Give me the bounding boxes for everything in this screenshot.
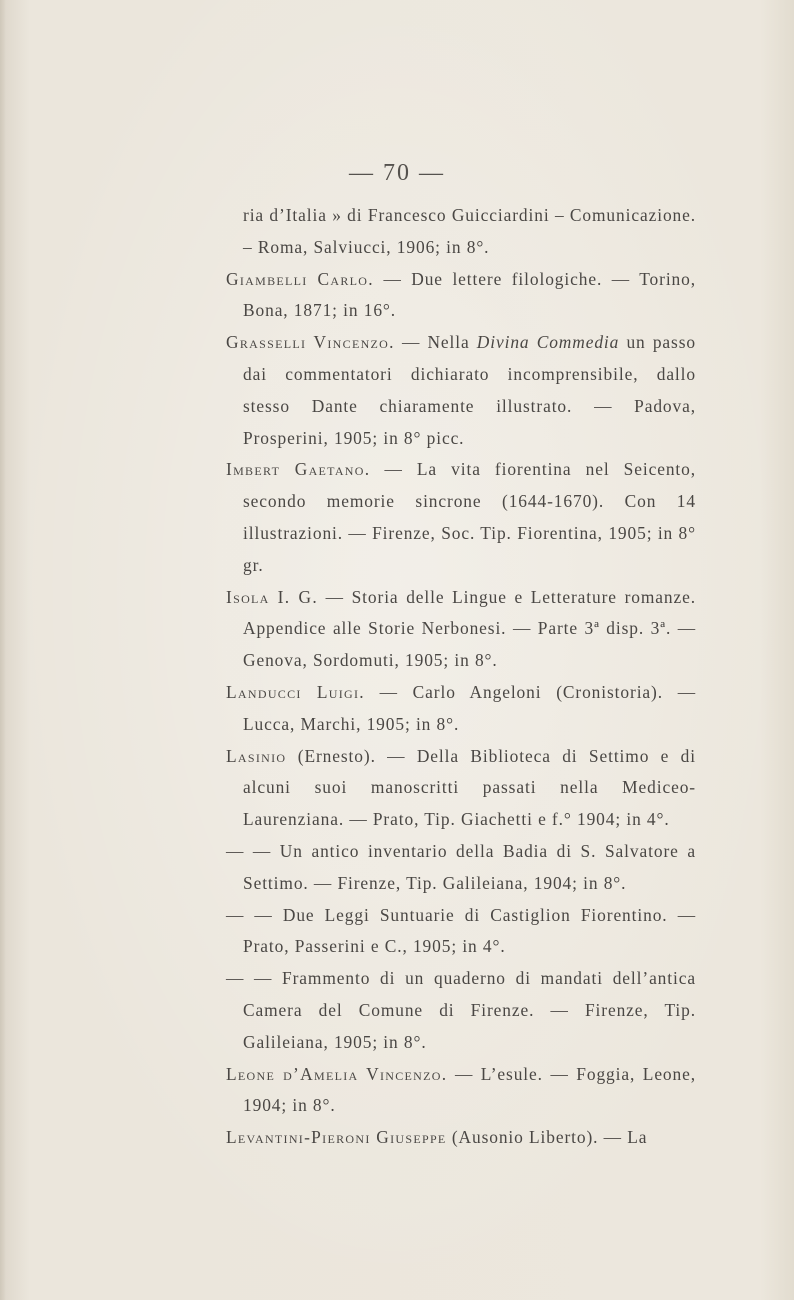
bibliography-entry [226,327,696,454]
bibliography-entry [226,677,696,741]
entry-text: — L’esule. — Foggia, Leone, 1904; in 8°. [243,1063,696,1116]
bibliography-entry [226,1122,696,1154]
bibliography-list [226,200,696,1154]
entry-author: Giambelli Carlo. [226,268,374,289]
entry-ditto-mark: — — [226,968,273,989]
entry-text: ria d’Italia » di Francesco Guicciardini – Comunicazione. – Roma, Salviucci, 1906; in 8°. [243,205,696,257]
entry-text: — Due lettere filologiche. — Torino, Bona, 1871; in 16°. [243,268,696,321]
entry-author: Leone d’Amelia Vincenzo. [226,1063,448,1084]
bibliography-entry [226,741,696,836]
entry-text: un passo dai commentatori dichiarato incomprensibile, dallo stesso Dante chiaramente illustrato. — Padova, Prosperini, 1905; in 8° picc. [243,332,696,448]
page-number: — 70 — [349,160,445,186]
entry-text: — La vita fiorentina nel Seicento, secondo memorie sincrone (1644-1670). Con 14 illustrazioni. — Firenze, Soc. Tip. Fiorentina, 1905; in 8° gr. [243,459,696,575]
entry-author: Landucci Luigi. [226,681,365,702]
bibliography-entry [226,582,696,677]
entry-text: — Nella [394,332,477,353]
entry-title-italic: Divina Commedia [476,332,620,353]
entry-text: Frammento di un quaderno di mandati dell’antica Camera del Comune di Firenze. — Firenze, Tip. Galileiana, 1905; in 8°. [243,968,696,1052]
entry-text: (Ernesto). — Della Biblioteca di Settimo e di alcuni suoi manoscritti passati nella Mediceo-Laurenziana. — Prato, Tip. Giachetti e f.° 1904; in 4°. [243,745,696,830]
bibliography-entry [226,900,696,964]
entry-author: Grasselli Vincenzo. [226,332,395,353]
bibliography-entry [226,454,696,581]
entry-text: Due Leggi Suntuarie di Castiglion Fiorentino. — Prato, Passerini e C., 1905; in 4°. [243,904,696,957]
bibliography-entry [226,200,696,264]
entry-text: Un antico inventario della Badia di S. Salvatore a Settimo. — Firenze, Tip. Galileiana, 1904; in 8°. [243,840,696,893]
page-edge-shadow [0,0,6,1300]
entry-text: — Storia delle Lingue e Letterature romanze. Appendice alle Storie Nerbonesi. — Parte 3ª disp. 3ª. — Genova, Sordomuti, 1905; in 8°. [243,586,697,671]
entry-text: — Carlo Angeloni (Cronistoria). — Lucca, Marchi, 1905; in 8°. [243,681,697,734]
entry-author: Levantini-Pieroni Giuseppe [226,1127,447,1148]
bibliography-entry [226,264,696,328]
entry-author: Imbert Gaetano. [226,459,371,480]
bibliography-entry [226,963,696,1058]
entry-author: Isola I. G. [226,586,318,607]
bibliography-entry [226,836,696,900]
entry-ditto-mark: — — [226,904,273,925]
entry-ditto-mark: — — [226,840,272,861]
entry-author: Lasinio [226,745,287,766]
bibliography-entry [226,1059,696,1123]
entry-text: (Ausonio Liberto). — La [446,1127,648,1148]
